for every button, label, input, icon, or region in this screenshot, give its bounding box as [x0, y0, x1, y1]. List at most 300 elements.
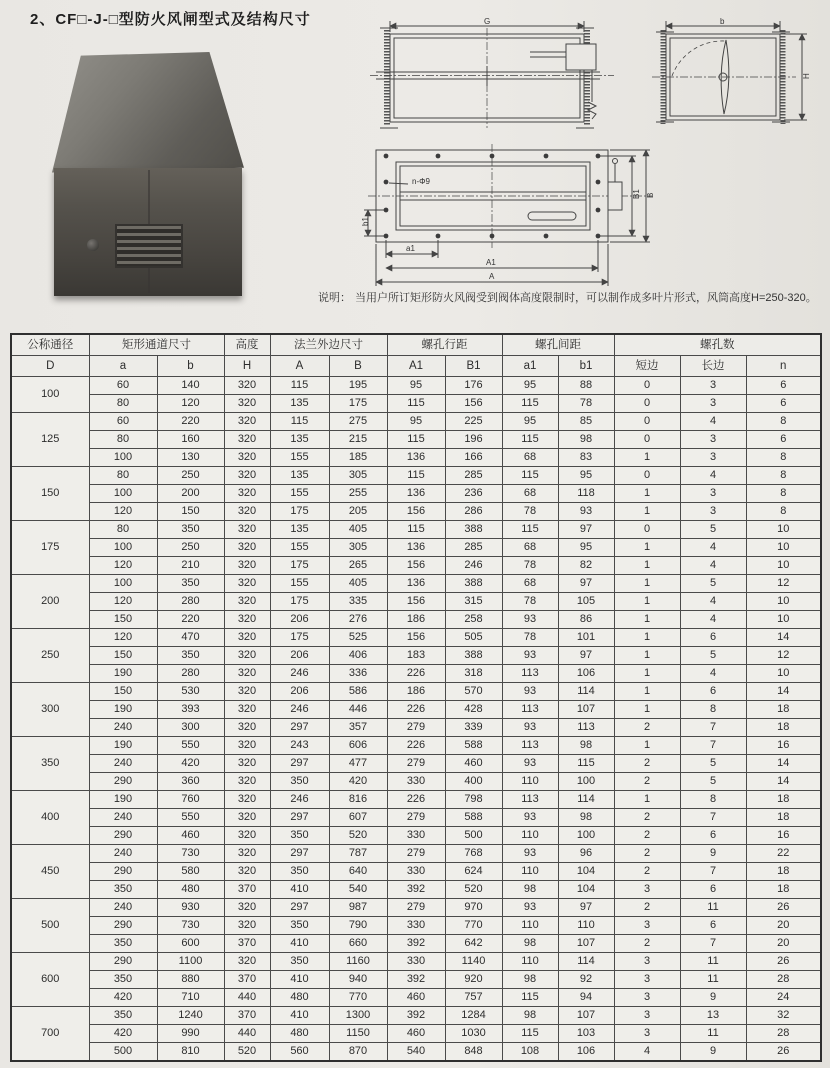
- table-cell: 10: [746, 593, 821, 611]
- table-cell: 880: [157, 971, 224, 989]
- table-cell: 93: [558, 503, 614, 521]
- table-cell: 93: [502, 809, 558, 827]
- table-cell: 215: [329, 431, 387, 449]
- table-cell: 405: [329, 575, 387, 593]
- table-cell: 135: [270, 521, 329, 539]
- table-cell: 320: [224, 485, 270, 503]
- table-cell: 108: [502, 1043, 558, 1062]
- table-cell: 520: [329, 827, 387, 845]
- table-cell: 798: [445, 791, 502, 809]
- table-cell: 588: [445, 809, 502, 827]
- table-cell: 226: [387, 737, 445, 755]
- table-cell: 1030: [445, 1025, 502, 1043]
- table-cell: 80: [89, 467, 157, 485]
- table-cell: 95: [502, 413, 558, 431]
- table-cell: 110: [502, 953, 558, 971]
- table-cell: 246: [270, 701, 329, 719]
- table-row: [11, 827, 821, 845]
- table-cell: 107: [558, 1007, 614, 1025]
- table-cell: 1: [614, 539, 680, 557]
- table-cell: 810: [157, 1043, 224, 1062]
- table-cell: 8: [746, 413, 821, 431]
- table-cell: 98: [502, 935, 558, 953]
- table-cell: 98: [558, 737, 614, 755]
- table-cell: 320: [224, 791, 270, 809]
- table-cell: 220: [157, 611, 224, 629]
- table-cell: 525: [329, 629, 387, 647]
- table-cell: 93: [502, 611, 558, 629]
- table-cell: 205: [329, 503, 387, 521]
- table-cell: 258: [445, 611, 502, 629]
- table-cell: 0: [614, 395, 680, 413]
- table-cell: 100: [89, 539, 157, 557]
- table-cell: 104: [558, 863, 614, 881]
- table-cell: 320: [224, 683, 270, 701]
- table-cell: 110: [502, 773, 558, 791]
- table-cell: 200: [157, 485, 224, 503]
- table-cell: 8: [746, 485, 821, 503]
- table-cell: 1160: [329, 953, 387, 971]
- table-cell: 115: [387, 395, 445, 413]
- nominal-diameter-cell: 400: [11, 791, 89, 845]
- table-cell: 315: [445, 593, 502, 611]
- table-cell: 24: [746, 989, 821, 1007]
- table-cell: 68: [502, 449, 558, 467]
- table-cell: 606: [329, 737, 387, 755]
- table-cell: 3: [680, 395, 746, 413]
- table-cell: 101: [558, 629, 614, 647]
- table-cell: 4: [680, 413, 746, 431]
- dim-label-h: H: [802, 73, 811, 79]
- nominal-diameter-cell: 450: [11, 845, 89, 899]
- table-cell: 26: [746, 1043, 821, 1062]
- table-cell: 6: [746, 377, 821, 395]
- table-cell: 320: [224, 593, 270, 611]
- table-cell: 5: [680, 773, 746, 791]
- table-cell: 246: [445, 557, 502, 575]
- table-cell: 110: [558, 917, 614, 935]
- table-cell: 155: [270, 539, 329, 557]
- table-cell: 115: [387, 521, 445, 539]
- table-cell: 136: [387, 539, 445, 557]
- table-cell: 100: [89, 575, 157, 593]
- table-cell: 236: [445, 485, 502, 503]
- table-cell: 120: [89, 557, 157, 575]
- table-cell: 240: [89, 755, 157, 773]
- table-cell: 370: [224, 881, 270, 899]
- table-cell: 297: [270, 809, 329, 827]
- table-cell: 100: [89, 449, 157, 467]
- table-cell: 320: [224, 611, 270, 629]
- table-cell: 93: [502, 899, 558, 917]
- table-cell: 320: [224, 953, 270, 971]
- table-cell: 115: [270, 413, 329, 431]
- table-cell: 276: [329, 611, 387, 629]
- table-cell: 190: [89, 737, 157, 755]
- table-cell: 320: [224, 377, 270, 395]
- table-cell: 156: [445, 395, 502, 413]
- table-cell: 320: [224, 899, 270, 917]
- table-cell: 186: [387, 683, 445, 701]
- table-cell: 586: [329, 683, 387, 701]
- subheader-b1: b1: [558, 356, 614, 377]
- table-cell: 320: [224, 701, 270, 719]
- table-cell: 206: [270, 683, 329, 701]
- dim-label-B1: B1: [632, 189, 641, 199]
- table-cell: 420: [157, 755, 224, 773]
- page-title: 2、CF□-J-□型防火风闸型式及结构尺寸: [30, 11, 311, 28]
- table-cell: 86: [558, 611, 614, 629]
- table-cell: 240: [89, 809, 157, 827]
- table-cell: 225: [445, 413, 502, 431]
- table-cell: 500: [89, 1043, 157, 1062]
- photo-box-top-face: [52, 52, 244, 173]
- table-cell: 115: [387, 467, 445, 485]
- table-cell: 120: [89, 629, 157, 647]
- table-cell: 68: [502, 539, 558, 557]
- nominal-diameter-cell: 600: [11, 953, 89, 1007]
- table-cell: 9: [680, 1043, 746, 1062]
- table-cell: 190: [89, 791, 157, 809]
- table-cell: 350: [157, 521, 224, 539]
- table-cell: 160: [157, 431, 224, 449]
- table-cell: 9: [680, 989, 746, 1007]
- table-row: [11, 845, 821, 863]
- table-cell: 156: [387, 629, 445, 647]
- table-cell: 175: [270, 629, 329, 647]
- table-cell: 5: [680, 575, 746, 593]
- table-cell: 220: [157, 413, 224, 431]
- table-cell: 190: [89, 665, 157, 683]
- table-cell: 98: [558, 809, 614, 827]
- table-cell: 2: [614, 845, 680, 863]
- table-cell: 320: [224, 521, 270, 539]
- table-cell: 279: [387, 719, 445, 737]
- table-cell: 480: [270, 1025, 329, 1043]
- table-cell: 32: [746, 1007, 821, 1025]
- table-cell: 392: [387, 971, 445, 989]
- table-cell: 530: [157, 683, 224, 701]
- table-row: [11, 791, 821, 809]
- table-row: [11, 377, 821, 395]
- table-cell: 115: [502, 521, 558, 539]
- table-cell: 1: [614, 647, 680, 665]
- table-cell: 7: [680, 737, 746, 755]
- table-row: [11, 647, 821, 665]
- table-cell: 130: [157, 449, 224, 467]
- table-cell: 97: [558, 899, 614, 917]
- table-cell: 106: [558, 1043, 614, 1062]
- table-cell: 477: [329, 755, 387, 773]
- table-cell: 11: [680, 971, 746, 989]
- table-row: [11, 881, 821, 899]
- spec-table-body: [11, 377, 821, 1062]
- table-cell: 320: [224, 647, 270, 665]
- table-cell: 135: [270, 395, 329, 413]
- table-row: [11, 1007, 821, 1025]
- header-height: 高度: [224, 334, 270, 356]
- table-cell: 1150: [329, 1025, 387, 1043]
- header-rect-channel: 矩形通道尺寸: [89, 334, 224, 356]
- table-cell: 136: [387, 449, 445, 467]
- table-cell: 2: [614, 827, 680, 845]
- table-cell: 320: [224, 449, 270, 467]
- table-cell: 10: [746, 521, 821, 539]
- table-cell: 350: [270, 827, 329, 845]
- table-cell: 60: [89, 377, 157, 395]
- table-cell: 250: [157, 467, 224, 485]
- table-cell: 186: [387, 611, 445, 629]
- table-cell: 240: [89, 719, 157, 737]
- table-cell: 14: [746, 773, 821, 791]
- table-cell: 115: [502, 467, 558, 485]
- table-cell: 279: [387, 755, 445, 773]
- table-cell: 10: [746, 665, 821, 683]
- table-cell: 100: [89, 485, 157, 503]
- table-cell: 848: [445, 1043, 502, 1062]
- table-row: [11, 971, 821, 989]
- table-cell: 320: [224, 629, 270, 647]
- table-cell: 2: [614, 755, 680, 773]
- flange-view-drawing: [360, 142, 660, 288]
- table-cell: 1: [614, 485, 680, 503]
- table-cell: 420: [89, 1025, 157, 1043]
- table-row: [11, 665, 821, 683]
- table-row: [11, 755, 821, 773]
- table-cell: 5: [680, 647, 746, 665]
- nominal-diameter-cell: 175: [11, 521, 89, 575]
- table-cell: 120: [157, 395, 224, 413]
- table-cell: 94: [558, 989, 614, 1007]
- table-cell: 3: [614, 953, 680, 971]
- table-cell: 3: [614, 989, 680, 1007]
- table-cell: 8: [746, 503, 821, 521]
- subheader-short-side: 短边: [614, 356, 680, 377]
- table-cell: 166: [445, 449, 502, 467]
- table-cell: 370: [224, 1007, 270, 1025]
- table-cell: 0: [614, 413, 680, 431]
- table-cell: 540: [329, 881, 387, 899]
- table-cell: 85: [558, 413, 614, 431]
- table-cell: 388: [445, 647, 502, 665]
- table-cell: 4: [680, 557, 746, 575]
- table-cell: 350: [89, 935, 157, 953]
- table-cell: 118: [558, 485, 614, 503]
- table-cell: 336: [329, 665, 387, 683]
- table-cell: 405: [329, 521, 387, 539]
- table-cell: 78: [502, 503, 558, 521]
- table-cell: 940: [329, 971, 387, 989]
- table-cell: 350: [89, 1007, 157, 1025]
- table-cell: 11: [680, 1025, 746, 1043]
- table-cell: 4: [680, 665, 746, 683]
- table-cell: 406: [329, 647, 387, 665]
- table-cell: 5: [680, 755, 746, 773]
- table-cell: 330: [387, 827, 445, 845]
- table-row: [11, 683, 821, 701]
- table-cell: 350: [89, 881, 157, 899]
- table-cell: 7: [680, 863, 746, 881]
- table-cell: 175: [270, 557, 329, 575]
- table-cell: 570: [445, 683, 502, 701]
- table-cell: 3: [614, 917, 680, 935]
- table-cell: 156: [387, 593, 445, 611]
- table-cell: 6: [680, 917, 746, 935]
- table-cell: 107: [558, 935, 614, 953]
- table-cell: 440: [224, 989, 270, 1007]
- table-cell: 320: [224, 755, 270, 773]
- table-cell: 93: [502, 683, 558, 701]
- table-cell: 155: [270, 449, 329, 467]
- table-cell: 183: [387, 647, 445, 665]
- table-cell: 115: [387, 431, 445, 449]
- table-cell: 226: [387, 665, 445, 683]
- table-cell: 770: [445, 917, 502, 935]
- table-cell: 246: [270, 665, 329, 683]
- table-cell: 440: [224, 1025, 270, 1043]
- table-cell: 98: [502, 971, 558, 989]
- table-cell: 14: [746, 629, 821, 647]
- table-cell: 120: [89, 503, 157, 521]
- table-cell: 320: [224, 503, 270, 521]
- table-cell: 2: [614, 719, 680, 737]
- table-row: [11, 467, 821, 485]
- table-cell: 136: [387, 485, 445, 503]
- table-cell: 330: [387, 863, 445, 881]
- table-cell: 196: [445, 431, 502, 449]
- table-cell: 8: [680, 791, 746, 809]
- table-cell: 460: [387, 989, 445, 1007]
- table-cell: 82: [558, 557, 614, 575]
- table-cell: 8: [680, 701, 746, 719]
- table-cell: 4: [680, 467, 746, 485]
- table-cell: 120: [89, 593, 157, 611]
- table-row: [11, 935, 821, 953]
- table-cell: 388: [445, 521, 502, 539]
- table-header: [11, 334, 821, 377]
- nominal-diameter-cell: 200: [11, 575, 89, 629]
- table-cell: 226: [387, 791, 445, 809]
- table-cell: 505: [445, 629, 502, 647]
- table-cell: 114: [558, 791, 614, 809]
- nominal-diameter-cell: 350: [11, 737, 89, 791]
- nominal-diameter-cell: 500: [11, 899, 89, 953]
- table-cell: 370: [224, 935, 270, 953]
- table-cell: 297: [270, 845, 329, 863]
- table-cell: 103: [558, 1025, 614, 1043]
- table-cell: 350: [270, 773, 329, 791]
- table-cell: 95: [387, 377, 445, 395]
- table-cell: 1140: [445, 953, 502, 971]
- subheader-D: D: [11, 356, 89, 377]
- subheader-A1: A1: [387, 356, 445, 377]
- table-cell: 0: [614, 431, 680, 449]
- dim-label-b: b: [720, 17, 725, 26]
- table-cell: 305: [329, 467, 387, 485]
- nominal-diameter-cell: 100: [11, 377, 89, 413]
- table-cell: 114: [558, 953, 614, 971]
- table-cell: 8: [746, 449, 821, 467]
- table-row: [11, 701, 821, 719]
- table-cell: 730: [157, 917, 224, 935]
- table-cell: 400: [445, 773, 502, 791]
- table-cell: 135: [270, 431, 329, 449]
- table-cell: 12: [746, 647, 821, 665]
- table-cell: 279: [387, 809, 445, 827]
- table-cell: 330: [387, 953, 445, 971]
- subheader-a: a: [89, 356, 157, 377]
- table-cell: 335: [329, 593, 387, 611]
- table-cell: 1: [614, 701, 680, 719]
- table-cell: 3: [614, 1025, 680, 1043]
- table-cell: 392: [387, 881, 445, 899]
- table-row: [11, 1043, 821, 1062]
- table-cell: 100: [558, 827, 614, 845]
- table-cell: 480: [157, 881, 224, 899]
- table-cell: 93: [502, 845, 558, 863]
- table-cell: 175: [270, 503, 329, 521]
- table-cell: 3: [680, 431, 746, 449]
- table-cell: 1: [614, 611, 680, 629]
- subheader-n: n: [746, 356, 821, 377]
- table-cell: 3: [614, 971, 680, 989]
- table-row: [11, 863, 821, 881]
- table-cell: 286: [445, 503, 502, 521]
- table-cell: 470: [157, 629, 224, 647]
- table-cell: 320: [224, 665, 270, 683]
- table-cell: 95: [502, 377, 558, 395]
- table-cell: 226: [387, 701, 445, 719]
- table-cell: 156: [387, 503, 445, 521]
- table-cell: 4: [680, 611, 746, 629]
- table-cell: 550: [157, 737, 224, 755]
- table-cell: 6: [680, 629, 746, 647]
- table-cell: 392: [387, 935, 445, 953]
- table-cell: 480: [270, 989, 329, 1007]
- table-row: [11, 413, 821, 431]
- table-cell: 279: [387, 899, 445, 917]
- table-row: [11, 737, 821, 755]
- table-cell: 113: [502, 737, 558, 755]
- dim-label-A: A: [489, 272, 495, 281]
- table-cell: 12: [746, 575, 821, 593]
- table-cell: 78: [558, 395, 614, 413]
- table-cell: 550: [157, 809, 224, 827]
- table-cell: 290: [89, 953, 157, 971]
- table-cell: 16: [746, 827, 821, 845]
- table-cell: 320: [224, 737, 270, 755]
- table-cell: 206: [270, 647, 329, 665]
- table-cell: 28: [746, 1025, 821, 1043]
- table-cell: 1: [614, 737, 680, 755]
- table-cell: 22: [746, 845, 821, 863]
- table-cell: 10: [746, 539, 821, 557]
- table-cell: 770: [329, 989, 387, 1007]
- table-cell: 176: [445, 377, 502, 395]
- table-cell: 26: [746, 953, 821, 971]
- table-cell: 420: [89, 989, 157, 1007]
- table-cell: 2: [614, 935, 680, 953]
- table-row: [11, 917, 821, 935]
- table-cell: 500: [445, 827, 502, 845]
- table-cell: 6: [680, 683, 746, 701]
- table-cell: 285: [445, 539, 502, 557]
- table-cell: 175: [329, 395, 387, 413]
- table-cell: 113: [502, 701, 558, 719]
- table-cell: 290: [89, 773, 157, 791]
- table-cell: 816: [329, 791, 387, 809]
- note-label: 说明：: [318, 292, 351, 304]
